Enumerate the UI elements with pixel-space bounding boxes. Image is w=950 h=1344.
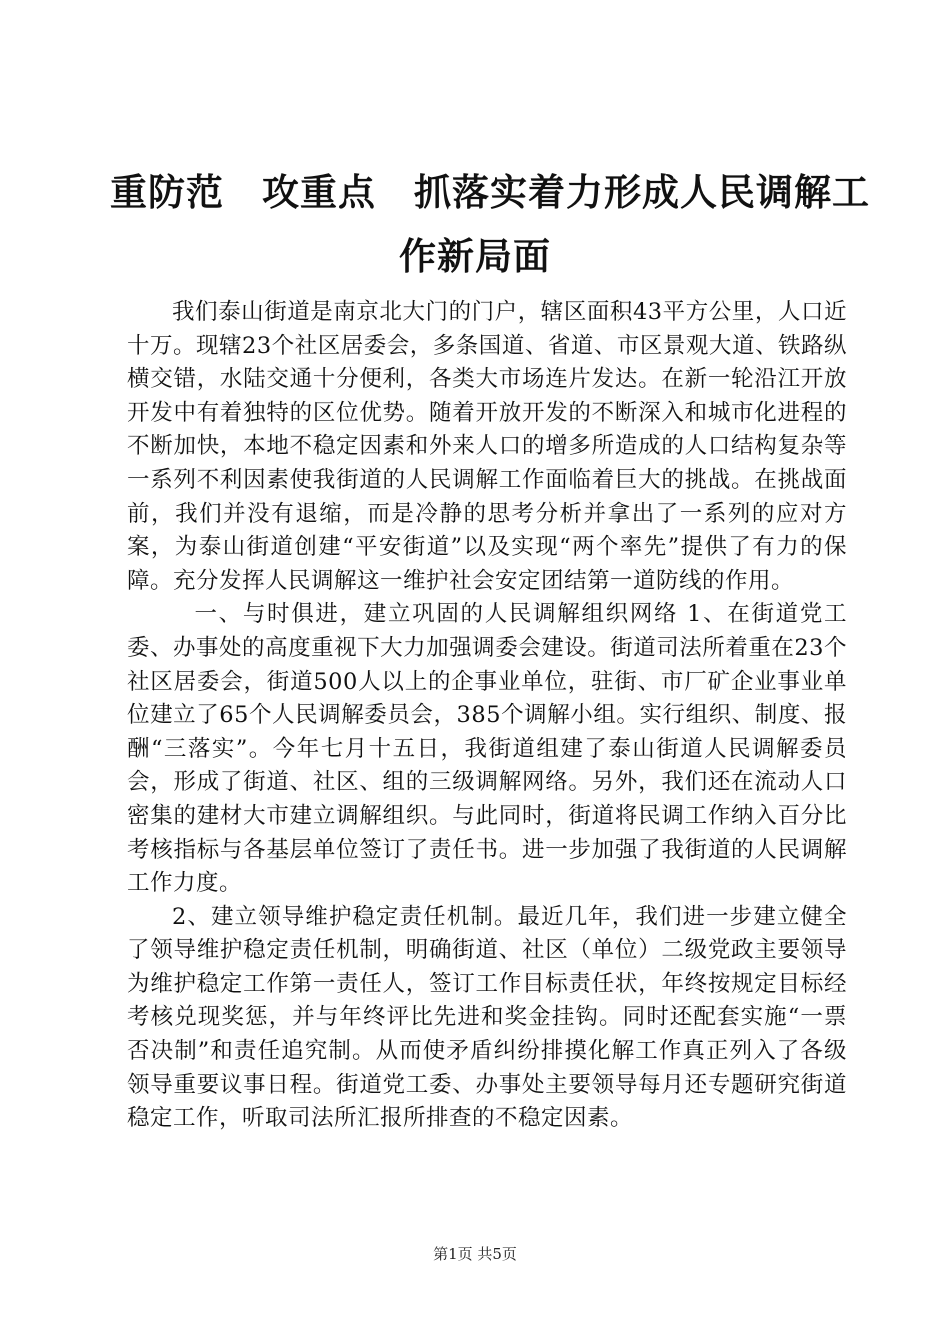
paragraph-intro: 我们泰山街道是南京北大门的门户，辖区面积43平方公里，人口近十万。现辖23个社区居委会，多条国道、省道、市区景观大道、铁路纵横交错，水陆交通十分便利，各类大市场连片发达。在新一轮沿江开放开发中有着独特的区位优势。随着开放开发的不断深入和城市化进程的不断加快，本地不稳定因素和外来人口的增多所造成的人口结构复杂等一系列不利因素使我街道的人民调解工作面临着巨大的挑战。在挑战面前，我们并没有退缩，而是冷静的思考分析并拿出了一系列的应对方案，为泰山街道创建“平安街道”以及实现“两个率先”提供了有力的保障。充分发挥人民调解这一维护社会安定团结第一道防线的作用。 — [127, 299, 847, 594]
document-title — [110, 160, 870, 288]
paragraph-section-2: 2、建立领导维护稳定责任机制。最近几年，我们进一步建立健全了领导维护稳定责任机制，明确街道、社区（单位）二级党政主要领导为维护稳定工作第一责任人，签订工作目标责任状，年终按规定目标经考核兑现奖惩，并与年终评比先进和奖金挂钩。同时还配套实施“一票否决制”和责任追究制。从而使矛盾纠纷排摸化解工作真正列入了各级领导重要议事日程。街道党工委、办事处主要领导每月还专题研究街道稳定工作，听取司法所汇报所排查的不稳定因素。 — [127, 903, 847, 1132]
title-line-2: 作新局面 — [399, 234, 551, 278]
title-line-1: 重防范 攻重点 抓落实着力形成人民调解工 — [110, 170, 870, 214]
paragraph-section-1: 一、与时俱进，建立巩固的人民调解组织网络 1、在街道党工委、办事处的高度重视下大力加强调委会建设。街道司法所着重在23个社区居委会，街道500人以上的企事业单位，驻街、市厂矿企业事业单位建立了65个人民调解委员会，385个调解小组。实行组织、制度、报酬“三落实”。今年七月十五日，我街道组建了泰山街道人民调解委员会，形成了街道、社区、组的三级调解网络。另外，我们还在流动人口密集的建材大市建立调解组织。与此同时，街道将民调工作纳入百分比考核指标与各基层单位签订了责任书。进一步加强了我街道的人民调解工作力度。 — [127, 601, 847, 897]
document-body — [127, 296, 847, 1136]
page-footer: 第1页 共5页 — [433, 1245, 517, 1263]
